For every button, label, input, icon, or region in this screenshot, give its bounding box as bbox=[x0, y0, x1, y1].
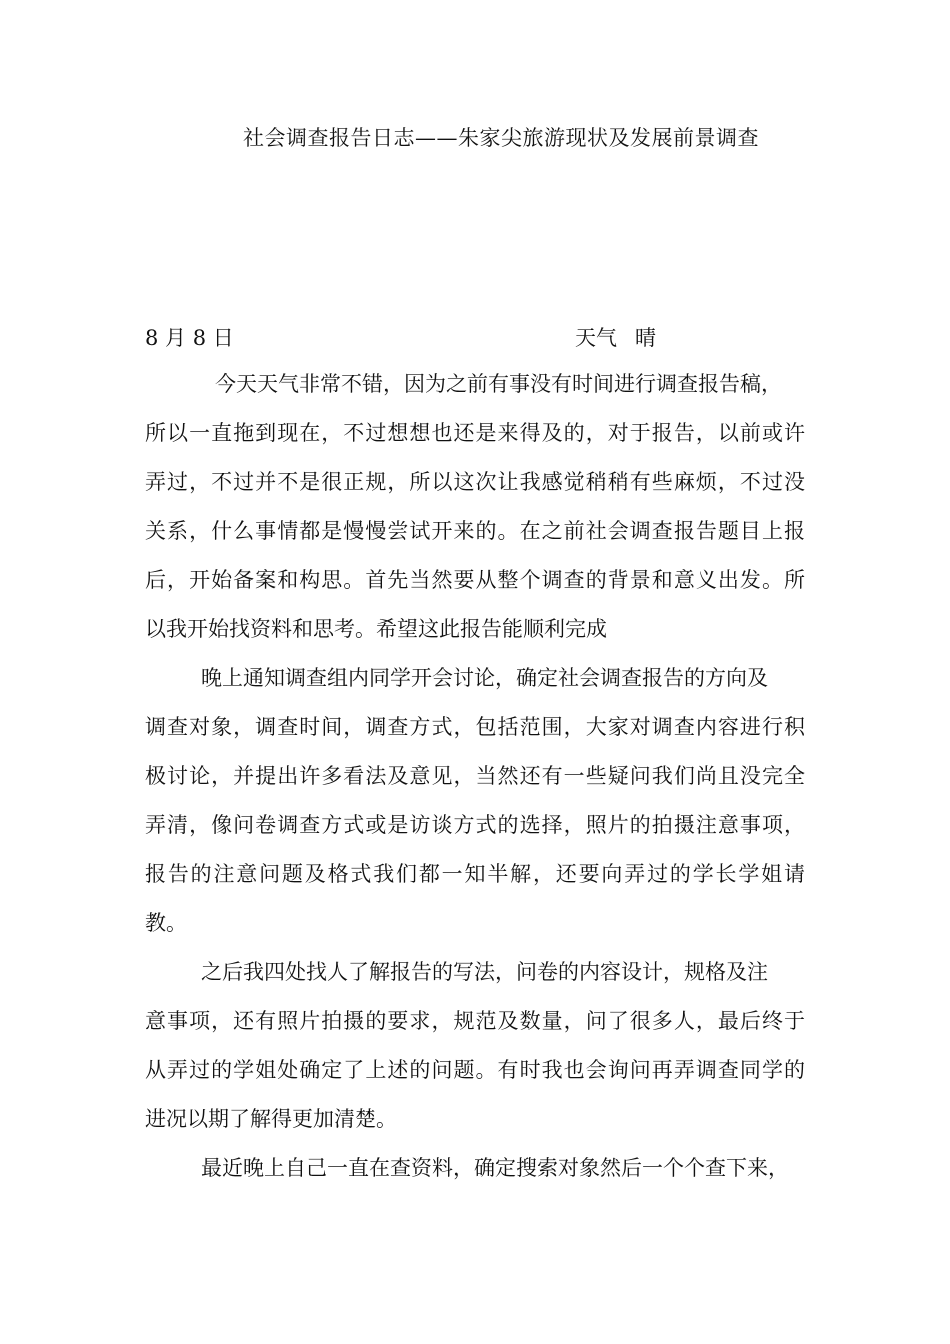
weather-info bbox=[575, 322, 656, 352]
paragraph-line: 关系，什么事情都是慢慢尝试开来的。在之前社会调查报告题目上报 bbox=[145, 519, 805, 543]
paragraph-line: 后，开始备案和构思。首先当然要从整个调查的背景和意义出发。所 bbox=[145, 568, 805, 592]
paragraph-1 bbox=[145, 360, 805, 654]
paragraph-line: 弄过，不过并不是很正规，所以这次让我感觉稍稍有些麻烦，不过没 bbox=[145, 470, 805, 494]
date-weather-line bbox=[145, 322, 805, 352]
paragraph-line: 之后我四处找人了解报告的写法，问卷的内容设计，规格及注 bbox=[201, 960, 768, 984]
weather-value: 晴 bbox=[635, 326, 656, 350]
paragraph-line: 意事项，还有照片拍摄的要求，规范及数量，问了很多人，最后终于 bbox=[145, 1009, 805, 1033]
paragraph-line: 从弄过的学姐处确定了上述的问题。有时我也会询问再弄调查同学的 bbox=[145, 1058, 805, 1082]
paragraph-line: 教。 bbox=[145, 911, 187, 935]
paragraph-line: 极讨论，并提出许多看法及意见，当然还有一些疑问我们尚且没完全 bbox=[145, 764, 805, 788]
weather-label: 天气 bbox=[575, 326, 617, 350]
paragraph-line: 报告的注意问题及格式我们都一知半解，还要向弄过的学长学姐请 bbox=[145, 862, 805, 886]
paragraph-line: 所以一直拖到现在，不过想想也还是来得及的，对于报告，以前或许 bbox=[145, 421, 805, 445]
paragraph-4 bbox=[145, 1144, 805, 1193]
entry-date: 8 月 8 日 bbox=[145, 326, 234, 350]
paragraph-line: 弄清，像问卷调查方式或是访谈方式的选择，照片的拍摄注意事项， bbox=[145, 813, 805, 837]
paragraph-line: 进况以期了解得更加清楚。 bbox=[145, 1107, 397, 1131]
paragraph-3 bbox=[145, 948, 805, 1144]
paragraph-line: 今天天气非常不错，因为之前有事没有时间进行调查报告稿， bbox=[215, 372, 782, 396]
paragraph-line: 以我开始找资料和思考。希望这此报告能顺利完成 bbox=[145, 617, 607, 641]
paragraph-2 bbox=[145, 654, 805, 948]
paragraph-line: 调查对象，调查时间，调查方式，包括范围，大家对调查内容进行积 bbox=[145, 715, 805, 739]
document-title: 社会调查报告日志——朱家尖旅游现状及发展前景调查 bbox=[243, 126, 759, 150]
journal-body bbox=[145, 360, 805, 1193]
paragraph-line: 晚上通知调查组内同学开会讨论，确定社会调查报告的方向及 bbox=[201, 666, 768, 690]
paragraph-line: 最近晚上自己一直在查资料，确定搜索对象然后一个个查下来， bbox=[201, 1156, 789, 1180]
